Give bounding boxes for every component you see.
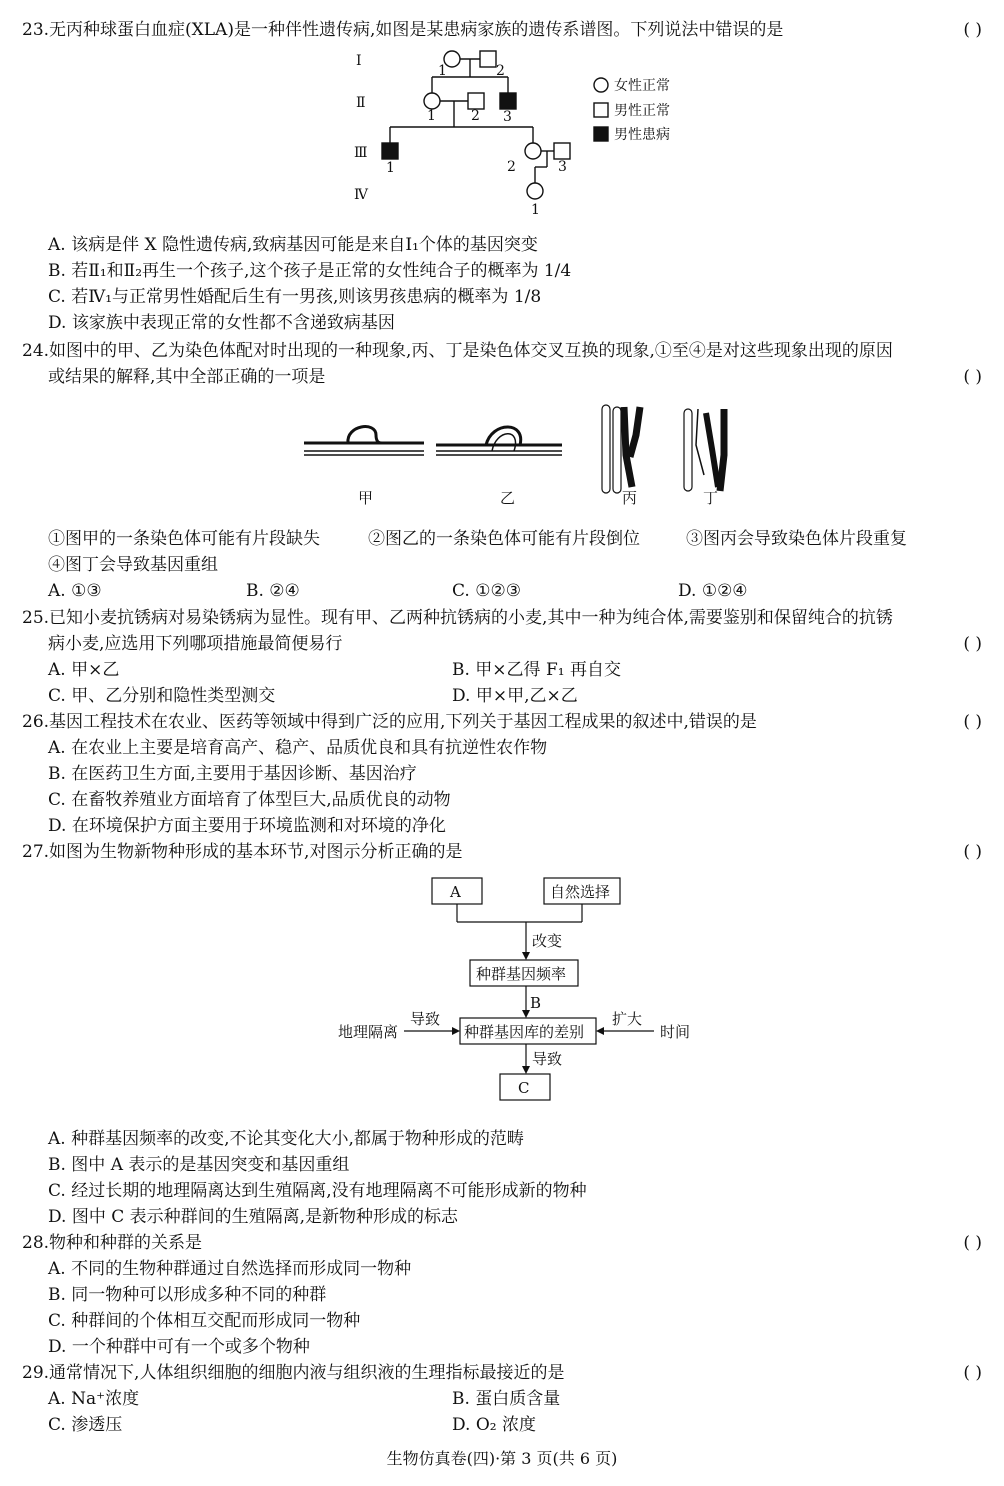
pedigree-IV1-female-normal [527, 183, 543, 199]
figure-label-jia: 甲 [358, 489, 374, 507]
q27-option-b[interactable]: B. 图中 A 表示的是基因突变和基因重组 [48, 1155, 350, 1175]
q28-option-a[interactable]: A. 不同的生物种群通过自然选择而形成同一物种 [48, 1259, 412, 1279]
q24-statement-2: ②图乙的一条染色体可能有片段倒位 [368, 529, 640, 549]
arrow-expand-label: 扩大 [612, 1010, 643, 1028]
gen-label-IV: Ⅳ [354, 187, 368, 203]
q24-option-d[interactable]: D. ①②④ [678, 581, 748, 601]
q29-option-c[interactable]: C. 渗透压 [48, 1415, 123, 1435]
legend-female-normal-icon [594, 78, 608, 92]
q23-stem: 23.无丙种球蛋白血症(XLA)是一种伴性遗传病,如图是某患病家族的遗传系谱图。下列说法中错误的是 [22, 20, 784, 40]
box-natural-selection-label: 自然选择 [550, 883, 611, 901]
legend-male-normal-icon [594, 103, 608, 117]
box-gene-pool-difference-label: 种群基因库的差别 [464, 1023, 585, 1041]
q29-stem: 29.通常情况下,人体组织细胞的细胞内液与组织液的生理指标最接近的是 [22, 1363, 565, 1383]
q26-option-a[interactable]: A. 在农业上主要是培育高产、稳产、品质优良和具有抗逆性农作物 [48, 738, 548, 758]
q29-option-a[interactable]: A. Na⁺浓度 [48, 1389, 140, 1409]
q27-option-d[interactable]: D. 图中 C 表示种群间的生殖隔离,是新物种形成的标志 [48, 1207, 459, 1227]
q28-option-d[interactable]: D. 一个种群中可有一个或多个物种 [48, 1337, 310, 1357]
figure-ding-crossing-over [684, 409, 724, 491]
q28-answer-bracket[interactable]: ( ) [963, 1233, 982, 1253]
q25-option-a[interactable]: A. 甲×乙 [48, 660, 120, 680]
q27-stem: 27.如图为生物新物种形成的基本环节,对图示分析正确的是 [22, 842, 463, 862]
q27-option-a[interactable]: A. 种群基因频率的改变,不论其变化大小,都属于物种形成的范畴 [48, 1129, 524, 1149]
pedigree-III1-male-affected [382, 143, 398, 159]
q24-stem-line1: 24.如图中的甲、乙为染色体配对时出现的一种现象,丙、丁是染色体交叉互换的现象,①至④是对这些现象出现的原因 [22, 341, 893, 361]
gen-label-III: Ⅲ [354, 145, 368, 161]
q24-answer-bracket[interactable]: ( ) [963, 367, 982, 387]
q23-option-c[interactable]: C. 若Ⅳ₁与正常男性婚配后生有一男孩,则该男孩患病的概率为 1/8 [48, 287, 542, 307]
geographic-isolation-label: 地理隔离 [338, 1023, 399, 1041]
pedigree-II3-male-affected [500, 93, 516, 109]
time-label: 时间 [660, 1023, 691, 1041]
arrow-change-label: 改变 [532, 932, 563, 950]
num-I2: 2 [496, 63, 505, 79]
box-c-label: C [518, 1079, 530, 1097]
q29-answer-bracket[interactable]: ( ) [963, 1363, 982, 1383]
figure-jia-loop [304, 427, 424, 455]
num-III3: 3 [558, 159, 567, 175]
box-a-label: A [450, 883, 461, 901]
arrow-lead2-label: 导致 [532, 1050, 563, 1068]
q24-statement-4: ④图丁会导致基因重组 [48, 555, 218, 575]
figure-label-ding: 丁 [703, 489, 719, 507]
num-III1: 1 [386, 160, 395, 176]
q28-stem: 28.物种和种群的关系是 [22, 1233, 203, 1253]
arrow-b-label: B [530, 994, 542, 1012]
arrow-lead1-label: 导致 [410, 1010, 441, 1028]
legend-male-affected-label: 男性患病 [614, 127, 670, 143]
num-II2: 2 [471, 108, 480, 124]
q24-option-b[interactable]: B. ②④ [246, 581, 300, 601]
q23-option-d[interactable]: D. 该家族中表现正常的女性都不含递致病基因 [48, 313, 395, 333]
figure-label-yi: 乙 [500, 489, 516, 507]
q25-option-c[interactable]: C. 甲、乙分别和隐性类型测交 [48, 686, 276, 706]
q23-option-a[interactable]: A. 该病是伴 X 隐性遗传病,致病基因可能是来自Ⅰ₁个体的基因突变 [48, 235, 538, 255]
pedigree-I2-male-normal [480, 51, 496, 67]
q26-stem: 26.基因工程技术在农业、医药等领域中得到广泛的应用,下列关于基因工程成果的叙述中,错误的是 [22, 712, 757, 732]
q25-option-b[interactable]: B. 甲×乙得 F₁ 再自交 [452, 660, 621, 680]
q26-option-b[interactable]: B. 在医药卫生方面,主要用于基因诊断、基因治疗 [48, 764, 417, 784]
q25-stem-line1: 25.已知小麦抗锈病对易染锈病为显性。现有甲、乙两种抗锈病的小麦,其中一种为纯合体,需要鉴别和保留纯合的抗锈 [22, 608, 893, 628]
num-IV1: 1 [531, 202, 540, 218]
q24-statement-1: ①图甲的一条染色体可能有片段缺失 [48, 529, 320, 549]
q24-option-c[interactable]: C. ①②③ [452, 581, 521, 601]
num-II3: 3 [503, 109, 512, 125]
q26-option-d[interactable]: D. 在环境保护方面主要用于环境监测和对环境的净化 [48, 816, 446, 836]
legend-male-normal-label: 男性正常 [614, 103, 670, 119]
box-gene-frequency-label: 种群基因频率 [476, 965, 567, 983]
q25-stem-line2: 病小麦,应选用下列哪项措施最简便易行 [48, 634, 343, 654]
gen-label-II: Ⅱ [356, 95, 366, 111]
pedigree-III2-female-normal [525, 143, 541, 159]
num-II1: 1 [427, 108, 436, 124]
q24-chromosome-figure [300, 395, 760, 515]
q27-speciation-flowchart [330, 870, 710, 1110]
page-footer: 生物仿真卷(四)·第 3 页(共 6 页) [386, 1449, 618, 1468]
num-III2: 2 [507, 159, 516, 175]
num-I1: 1 [438, 63, 447, 79]
q28-option-b[interactable]: B. 同一物种可以形成多种不同的种群 [48, 1285, 327, 1305]
q24-statement-3: ③图丙会导致染色体片段重复 [686, 529, 907, 549]
figure-label-bing: 丙 [622, 489, 638, 507]
pedigree-III3-male-normal [554, 143, 570, 159]
figure-bing-crossing-over [602, 405, 640, 493]
q29-option-d[interactable]: D. O₂ 浓度 [452, 1415, 536, 1435]
q23-pedigree-figure [350, 43, 690, 218]
q23-answer-bracket[interactable]: ( ) [963, 20, 982, 40]
q27-answer-bracket[interactable]: ( ) [963, 842, 982, 862]
q27-option-c[interactable]: C. 经过长期的地理隔离达到生殖隔离,没有地理隔离不可能形成新的物种 [48, 1181, 587, 1201]
pedigree-II2-male-normal [468, 93, 484, 109]
q25-answer-bracket[interactable]: ( ) [963, 634, 982, 654]
pedigree-II1-female-normal [424, 93, 440, 109]
q28-option-c[interactable]: C. 种群间的个体相互交配而形成同一物种 [48, 1311, 361, 1331]
q24-option-a[interactable]: A. ①③ [48, 581, 102, 601]
q26-answer-bracket[interactable]: ( ) [963, 712, 982, 732]
legend-female-normal-label: 女性正常 [614, 78, 670, 94]
q29-option-b[interactable]: B. 蛋白质含量 [452, 1389, 561, 1409]
gen-label-I: Ⅰ [356, 53, 362, 69]
q23-option-b[interactable]: B. 若Ⅱ₁和Ⅱ₂再生一个孩子,这个孩子是正常的女性纯合子的概率为 1/4 [48, 261, 572, 281]
q25-option-d[interactable]: D. 甲×甲,乙×乙 [452, 686, 578, 706]
figure-yi-inversion-loop [436, 427, 562, 455]
q24-stem-line2: 或结果的解释,其中全部正确的一项是 [48, 367, 326, 387]
q26-option-c[interactable]: C. 在畜牧养殖业方面培育了体型巨大,品质优良的动物 [48, 790, 451, 810]
legend-male-affected-icon [594, 127, 608, 141]
